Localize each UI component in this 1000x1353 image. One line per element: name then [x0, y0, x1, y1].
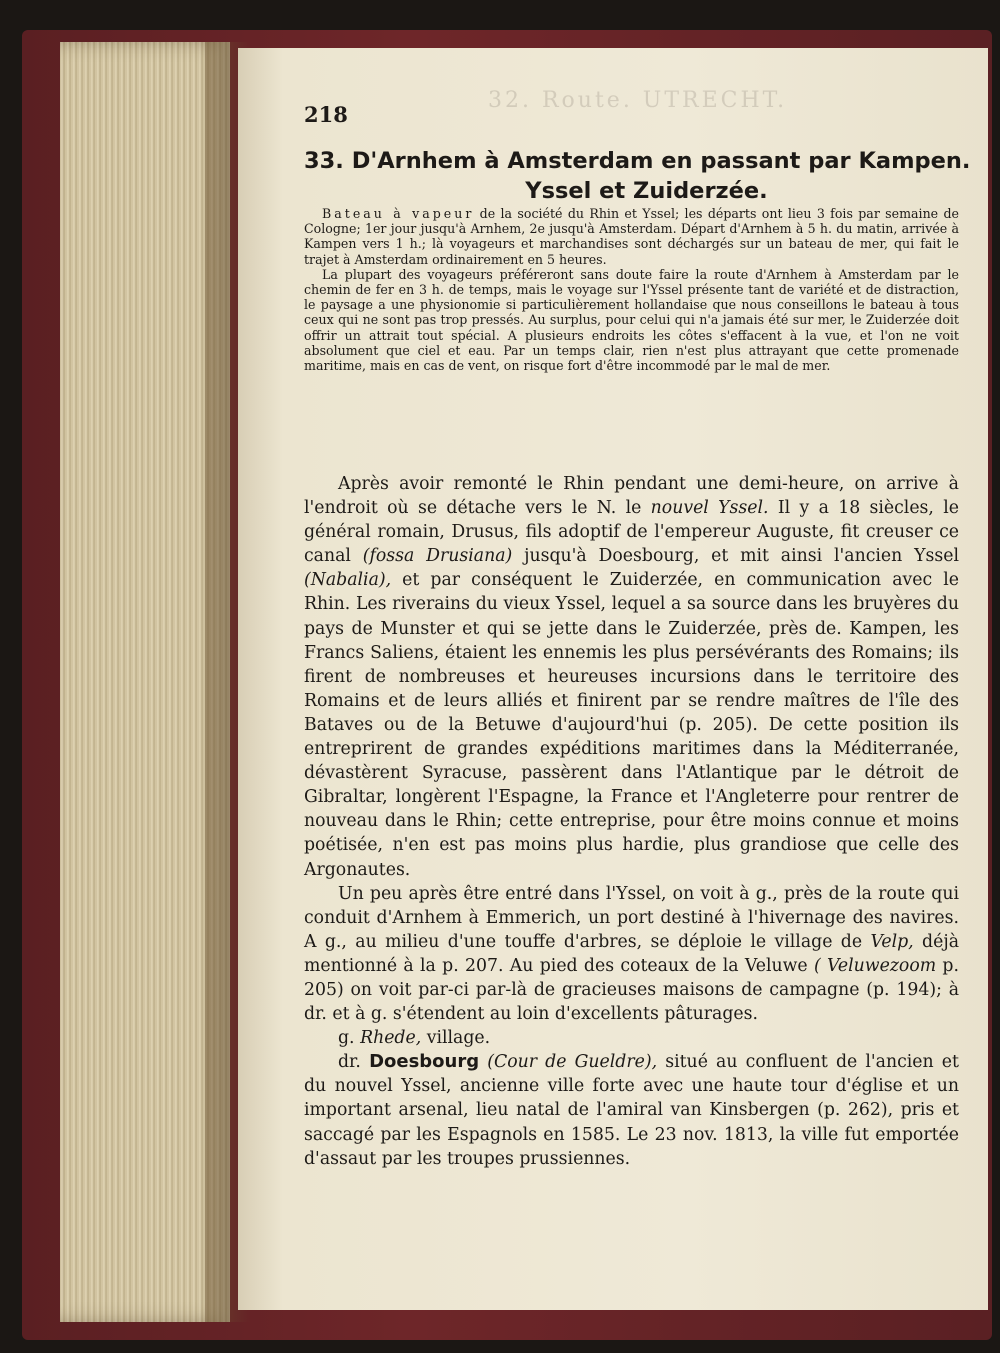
main-text [304, 472, 959, 1171]
intro-text-1: de la société du Rhin et Yssel; les départs ont lieu 3 fois par semaine de Cologne; 1er jour jusqu'à Arnhem, 2e jusqu'à Amsterdam. Départ d'Arnhem à 5 h. du matin, arrivée à Kampen vers 1 h.; là voyageurs et marchandises sont déchargés sur un bateau de mer, qui fait le trajet à Amsterdam ordinairement en 5 heures. [304, 206, 959, 267]
paragraph-1 [304, 472, 959, 882]
paragraph-3 [304, 1026, 959, 1050]
intro-paragraph-1 [304, 206, 959, 267]
paragraph-2 [304, 882, 959, 1027]
p4-text-a: dr. [338, 1052, 370, 1073]
intro-notes [304, 206, 959, 373]
paragraph-4 [304, 1050, 959, 1170]
p1-italic-2: (fossa Drusiana) [362, 546, 513, 567]
route-title [304, 146, 971, 206]
p3-italic: Rhede, [360, 1028, 422, 1049]
p2-text-c: p. 205) on voit par-ci par-là de gracieuses maisons de campagne (p. 194); à dr. et à g. s'étendent au loin d'excellents pâturages. [304, 955, 959, 1025]
p4-place-name: Doesbourg [369, 1051, 480, 1073]
p3-text-b: village. [421, 1028, 491, 1049]
intro-paragraph-2: La plupart des voyageurs préféreront sans doute faire la route d'Arnhem à Amsterdam par le chemin de fer en 3 h. de temps, mais le voyage sur l'Yssel présente tant de variété et de distraction, le paysage a une physionomie si particulièrement hollandaise que nous conseillons le bateau à tous ceux qui ne sont pas trop pressés. Au surplus, pour celui qui n'a jamais été sur mer, le Zuiderzée doit offrir un attrait tout spécial. A plusieurs endroits les côtes s'effacent à la vue, et l'on ne voit absolument que ciel et eau. Par un temps clair, rien n'est plus attrayant que cette promenade maritime, mais en cas de vent, on risque fort d'être incommodé par le mal de mer. [304, 266, 959, 374]
p1-text-a: Après avoir remonté le Rhin pendant une demi-heure, on arrive à l'endroit où se détache vers le N. le [304, 474, 959, 519]
bleed-through-header: 32. Route. UTRECHT. [488, 88, 788, 113]
p1-italic-3: (Nabalia), [304, 570, 392, 591]
p4-text-b: situé au confluent de l'ancien et du nouvel Yssel, ancienne ville forte avec une haute tour d'église et un important arsenal, lieu natal de l'amiral van Kinsbergen (p. 262), pris et saccagé par les Espagnols en 1585. Le 23 nov. 1813, la ville fut emportée d'assaut par les troupes prussiennes. [304, 1052, 959, 1169]
title-line-2: Yssel et Zuiderzée. [525, 178, 768, 204]
p2-text-b: déjà mentionné à la p. 207. Au pied des coteaux de la Veluwe [304, 931, 959, 976]
p2-italic-2: ( Veluwezoom [813, 955, 937, 976]
page-number: 218 [304, 102, 348, 127]
p2-italic-1: Velp, [870, 931, 914, 952]
title-line-1: 33. D'Arnhem à Amsterdam en passant par Kampen. [304, 148, 971, 174]
p1-italic-1: nouvel Yssel. [650, 498, 769, 519]
intro-spaced-words: Bateau à vapeur [322, 206, 475, 221]
p3-text-a: g. [338, 1028, 361, 1049]
book-page [238, 48, 988, 1310]
p1-text-d: et par conséquent le Zuiderzée, en communication avec le Rhin. Les riverains du vieux Yssel, lequel a sa source dans les bruyères du pays de Munster et qui se jette dans le Zuiderzée, près de. Kampen, les Francs Saliens, étaient les ennemis les plus persévérants des Romains; ils firent de nombreuses et heureuses incursions dans le territoire des Romains et de leurs alliés et finirent par se rendre maîtres de l'île des Bataves ou de la Betuwe d'aujourd'hui (p. 205). De cette position ils entreprirent de grandes expéditions maritimes dans la Méditerranée, dévastèrent Syracuse, passèrent dans l'Atlantique par le détroit de Gibraltar, longèrent l'Espagne, la France et l'Angleterre pour rentrer de nouveau dans le Rhin; cette entreprise, pour être moins connue et moins poétisée, n'en est pas moins plus hardie, plus grandiose que celle des Argonautes. [304, 570, 959, 880]
p4-italic: (Cour de Gueldre), [479, 1052, 658, 1073]
p1-text-b: Il y a 18 siècles, le général romain, Drusus, fils adoptif de l'empereur Auguste, fit creuser ce canal [304, 498, 959, 567]
p2-text-a: Un peu après être entré dans l'Yssel, on voit à g., près de la route qui conduit d'Arnhem à Emmerich, un port destiné à l'hivernage des navires. A g., au milieu d'une touffe d'arbres, se déploie le village de [304, 883, 959, 952]
p1-text-c: jusqu'à Doesbourg, et mit ainsi l'ancien Yssel [512, 546, 959, 567]
